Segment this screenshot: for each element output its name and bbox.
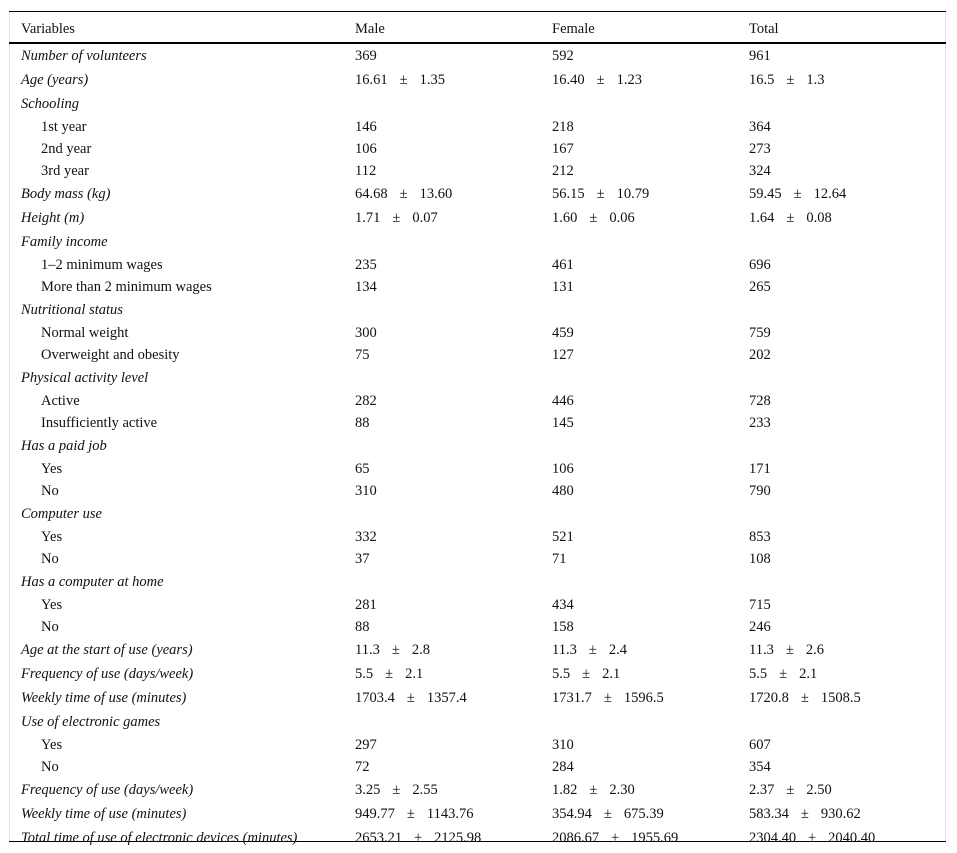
- row-label: Computer use: [21, 506, 102, 522]
- cell-female: 106: [552, 461, 574, 477]
- cell-female: [552, 206, 749, 230]
- cell-total: 364: [749, 119, 771, 135]
- cell-female: 167: [552, 141, 574, 157]
- sd-value: 12.64: [813, 186, 847, 202]
- cell-male: 75: [355, 347, 370, 363]
- sd-value: 1.3: [806, 72, 825, 88]
- table-row: [10, 44, 945, 68]
- table-row: [10, 366, 945, 390]
- table-body: [10, 44, 945, 850]
- row-label: Body mass (kg): [21, 186, 111, 202]
- plus-minus-symbol: ±: [391, 642, 400, 658]
- cell-total: [749, 710, 945, 734]
- mean-value: 1.60: [552, 210, 578, 226]
- plus-minus-symbol: ±: [603, 690, 612, 706]
- sd-value: 2.8: [411, 642, 430, 658]
- table-row: [10, 616, 945, 638]
- mean-value: 11.3: [355, 642, 380, 658]
- cell-female: 127: [552, 347, 574, 363]
- plus-minus-symbol: ±: [808, 830, 817, 846]
- sd-value: 13.60: [419, 186, 453, 202]
- mean-value: 59.45: [749, 186, 782, 202]
- cell-male: 37: [355, 551, 370, 567]
- cell-total: 273: [749, 141, 771, 157]
- cell-male: [355, 230, 552, 254]
- plus-minus-symbol: ±: [786, 782, 795, 798]
- table-row: [10, 802, 945, 826]
- cell-total: [749, 206, 945, 230]
- cell-total: 696: [749, 257, 771, 273]
- row-label: Age at the start of use (years): [21, 642, 193, 658]
- plus-minus-symbol: ±: [800, 806, 809, 822]
- cell-male: [355, 502, 552, 526]
- row-label: Insufficiently active: [41, 415, 158, 431]
- plus-minus-symbol: ±: [406, 690, 415, 706]
- sd-value: 930.62: [820, 806, 861, 822]
- cell-male: 112: [355, 163, 377, 179]
- plus-minus-symbol: ±: [414, 830, 423, 846]
- table-row: [10, 68, 945, 92]
- row-label: Frequency of use (days/week): [21, 782, 194, 798]
- cell-female: [552, 68, 749, 92]
- table-row: [10, 778, 945, 802]
- cell-female: [552, 434, 749, 458]
- mean-value: 1703.4: [355, 690, 395, 706]
- cell-total: [749, 298, 945, 322]
- row-label: Frequency of use (days/week): [21, 666, 194, 682]
- cell-total: 354: [749, 759, 771, 775]
- mean-value: 2.37: [749, 782, 775, 798]
- cell-male: 310: [355, 483, 377, 499]
- table-row: [10, 548, 945, 570]
- plus-minus-symbol: ±: [399, 186, 408, 202]
- row-label: Weekly time of use (minutes): [21, 806, 187, 822]
- sd-value: 2.55: [412, 782, 438, 798]
- table-row: [10, 710, 945, 734]
- header-row: [10, 12, 945, 44]
- plus-minus-symbol: ±: [392, 782, 401, 798]
- cell-male: 235: [355, 257, 377, 273]
- row-label: Yes: [41, 461, 63, 477]
- cell-male: 369: [355, 48, 377, 64]
- mean-value: 16.5: [749, 72, 775, 88]
- sd-value: 2.30: [609, 782, 635, 798]
- row-label: Number of volunteers: [21, 48, 147, 64]
- cell-total: [749, 662, 945, 686]
- cell-male: [355, 778, 552, 802]
- sd-value: 2040.40: [828, 830, 876, 846]
- cell-female: [552, 638, 749, 662]
- cell-male: [355, 686, 552, 710]
- cell-male: [355, 298, 552, 322]
- cell-male: [355, 662, 552, 686]
- cell-female: [552, 92, 749, 116]
- row-label: Age (years): [21, 72, 89, 88]
- cell-female: [552, 778, 749, 802]
- mean-value: 5.5: [749, 666, 768, 682]
- sd-value: 1596.5: [623, 690, 664, 706]
- sd-value: 0.07: [412, 210, 438, 226]
- row-label: Height (m): [21, 210, 85, 226]
- cell-total: 324: [749, 163, 771, 179]
- table-row: [10, 502, 945, 526]
- plus-minus-symbol: ±: [385, 666, 394, 682]
- plus-minus-symbol: ±: [603, 806, 612, 822]
- mean-value: 3.25: [355, 782, 381, 798]
- table-row: [10, 526, 945, 548]
- cell-male: 332: [355, 529, 377, 545]
- cell-total: 171: [749, 461, 771, 477]
- mean-value: 1.64: [749, 210, 775, 226]
- mean-value: 354.94: [552, 806, 592, 822]
- mean-value: 16.61: [355, 72, 388, 88]
- sd-value: 0.06: [609, 210, 635, 226]
- cell-total: [749, 182, 945, 206]
- cell-female: 446: [552, 393, 574, 409]
- plus-minus-symbol: ±: [786, 72, 795, 88]
- cell-total: [749, 68, 945, 92]
- mean-value: 2653.21: [355, 830, 403, 846]
- plus-minus-symbol: ±: [786, 210, 795, 226]
- row-label: Yes: [41, 597, 63, 613]
- table-row: [10, 206, 945, 230]
- cell-total: [749, 638, 945, 662]
- cell-female: 461: [552, 257, 574, 273]
- cell-female: [552, 686, 749, 710]
- cell-total: [749, 802, 945, 826]
- table-row: [10, 182, 945, 206]
- cell-total: 759: [749, 325, 771, 341]
- sd-value: 2.1: [799, 666, 818, 682]
- header-total: Total: [749, 21, 779, 37]
- table-row: [10, 92, 945, 116]
- row-label: Yes: [41, 737, 63, 753]
- cell-female: 145: [552, 415, 574, 431]
- cell-female: [552, 662, 749, 686]
- cell-total: 790: [749, 483, 771, 499]
- cell-male: [355, 68, 552, 92]
- table-row: [10, 458, 945, 480]
- sd-value: 1.23: [616, 72, 642, 88]
- row-label: No: [41, 483, 59, 499]
- mean-value: 949.77: [355, 806, 395, 822]
- cell-male: 88: [355, 619, 370, 635]
- row-label: 3rd year: [41, 163, 89, 179]
- cell-total: [749, 826, 945, 850]
- cell-male: [355, 710, 552, 734]
- cell-female: [552, 826, 749, 850]
- cell-female: [552, 570, 749, 594]
- cell-female: [552, 802, 749, 826]
- cell-male: 300: [355, 325, 377, 341]
- sd-value: 1.35: [419, 72, 445, 88]
- cell-male: 72: [355, 759, 370, 775]
- cell-female: 459: [552, 325, 574, 341]
- cell-total: [749, 434, 945, 458]
- header-male: Male: [355, 21, 385, 37]
- cell-total: [749, 570, 945, 594]
- cell-male: 282: [355, 393, 377, 409]
- row-label: Schooling: [21, 96, 79, 112]
- cell-female: 158: [552, 619, 574, 635]
- sd-value: 2.1: [405, 666, 424, 682]
- table-row: [10, 412, 945, 434]
- table-row: [10, 434, 945, 458]
- sd-value: 1143.76: [426, 806, 474, 822]
- table-row: [10, 390, 945, 412]
- cell-female: 131: [552, 279, 574, 295]
- row-label: Nutritional status: [21, 302, 123, 318]
- table-row: [10, 734, 945, 756]
- cell-female: [552, 366, 749, 390]
- table-row: [10, 116, 945, 138]
- cell-total: 202: [749, 347, 771, 363]
- cell-male: [355, 182, 552, 206]
- cell-male: 88: [355, 415, 370, 431]
- mean-value: 16.40: [552, 72, 585, 88]
- cell-total: 108: [749, 551, 771, 567]
- cell-male: [355, 570, 552, 594]
- sd-value: 0.08: [806, 210, 832, 226]
- plus-minus-symbol: ±: [785, 642, 794, 658]
- cell-female: 71: [552, 551, 567, 567]
- table-row: [10, 826, 945, 850]
- row-label: Yes: [41, 529, 63, 545]
- cell-total: 233: [749, 415, 771, 431]
- table-row: [10, 344, 945, 366]
- cell-female: 310: [552, 737, 574, 753]
- row-label: Total time of use of electronic devices (minutes): [21, 830, 298, 846]
- sd-value: 2.1: [602, 666, 621, 682]
- table-row: [10, 594, 945, 616]
- cell-total: [749, 366, 945, 390]
- sd-value: 675.39: [623, 806, 664, 822]
- table-row: [10, 570, 945, 594]
- mean-value: 1.82: [552, 782, 578, 798]
- plus-minus-symbol: ±: [589, 210, 598, 226]
- plus-minus-symbol: ±: [596, 186, 605, 202]
- row-label: No: [41, 551, 59, 567]
- table-row: [10, 322, 945, 344]
- sd-value: 2.6: [805, 642, 824, 658]
- sd-value: 2.4: [608, 642, 627, 658]
- row-label: Physical activity level: [21, 370, 149, 386]
- cell-female: 284: [552, 759, 574, 775]
- data-table: [10, 12, 945, 850]
- cell-male: 106: [355, 141, 377, 157]
- cell-total: 961: [749, 48, 771, 64]
- mean-value: 1720.8: [749, 690, 789, 706]
- row-label: Normal weight: [41, 325, 129, 341]
- cell-female: 218: [552, 119, 574, 135]
- row-label: Family income: [21, 234, 108, 250]
- plus-minus-symbol: ±: [588, 642, 597, 658]
- table-row: [10, 756, 945, 778]
- row-label: 1–2 minimum wages: [41, 257, 163, 273]
- row-label: Active: [41, 393, 80, 409]
- cell-male: 297: [355, 737, 377, 753]
- table-row: [10, 160, 945, 182]
- cell-female: 480: [552, 483, 574, 499]
- cell-female: [552, 182, 749, 206]
- cell-female: 212: [552, 163, 574, 179]
- header-variables: Variables: [21, 21, 75, 37]
- row-label: Has a paid job: [21, 438, 107, 454]
- cell-female: [552, 298, 749, 322]
- cell-total: 607: [749, 737, 771, 753]
- cell-total: [749, 502, 945, 526]
- mean-value: 1731.7: [552, 690, 592, 706]
- cell-total: 246: [749, 619, 771, 635]
- row-label: Overweight and obesity: [41, 347, 180, 363]
- table-row: [10, 276, 945, 298]
- plus-minus-symbol: ±: [596, 72, 605, 88]
- cell-total: [749, 92, 945, 116]
- row-label: Use of electronic games: [21, 714, 161, 730]
- row-label: No: [41, 759, 59, 775]
- mean-value: 5.5: [552, 666, 571, 682]
- mean-value: 64.68: [355, 186, 388, 202]
- cell-male: 281: [355, 597, 377, 613]
- row-label: Has a computer at home: [21, 574, 164, 590]
- table-row: [10, 480, 945, 502]
- cell-male: [355, 92, 552, 116]
- cell-total: 853: [749, 529, 771, 545]
- sd-value: 1508.5: [820, 690, 861, 706]
- cell-female: 521: [552, 529, 574, 545]
- cell-male: [355, 434, 552, 458]
- cell-female: [552, 710, 749, 734]
- plus-minus-symbol: ±: [611, 830, 620, 846]
- row-label: No: [41, 619, 59, 635]
- cell-total: 728: [749, 393, 771, 409]
- table-row: [10, 686, 945, 710]
- cell-male: [355, 366, 552, 390]
- cell-female: [552, 502, 749, 526]
- cell-male: 134: [355, 279, 377, 295]
- cell-total: 265: [749, 279, 771, 295]
- mean-value: 5.5: [355, 666, 374, 682]
- plus-minus-symbol: ±: [589, 782, 598, 798]
- row-label: More than 2 minimum wages: [41, 279, 212, 295]
- cell-female: 592: [552, 48, 574, 64]
- row-label: 1st year: [41, 119, 87, 135]
- table-row: [10, 254, 945, 276]
- cell-male: 146: [355, 119, 377, 135]
- table-row: [10, 298, 945, 322]
- plus-minus-symbol: ±: [779, 666, 788, 682]
- cell-male: [355, 638, 552, 662]
- mean-value: 2304.40: [749, 830, 797, 846]
- mean-value: 2086.67: [552, 830, 600, 846]
- table-row: [10, 230, 945, 254]
- cell-total: 715: [749, 597, 771, 613]
- mean-value: 583.34: [749, 806, 789, 822]
- cell-female: [552, 230, 749, 254]
- plus-minus-symbol: ±: [800, 690, 809, 706]
- header-female: Female: [552, 21, 595, 37]
- table-row: [10, 138, 945, 160]
- table-row: [10, 638, 945, 662]
- row-label: Weekly time of use (minutes): [21, 690, 187, 706]
- row-label: 2nd year: [41, 141, 92, 157]
- plus-minus-symbol: ±: [399, 72, 408, 88]
- plus-minus-symbol: ±: [392, 210, 401, 226]
- cell-total: [749, 686, 945, 710]
- mean-value: 11.3: [749, 642, 774, 658]
- cell-female: 434: [552, 597, 574, 613]
- cell-male: [355, 826, 552, 850]
- sd-value: 1357.4: [426, 690, 467, 706]
- mean-value: 11.3: [552, 642, 577, 658]
- cell-male: [355, 206, 552, 230]
- cell-total: [749, 778, 945, 802]
- cell-total: [749, 230, 945, 254]
- sd-value: 10.79: [616, 186, 650, 202]
- plus-minus-symbol: ±: [793, 186, 802, 202]
- plus-minus-symbol: ±: [406, 806, 415, 822]
- mean-value: 1.71: [355, 210, 381, 226]
- table-row: [10, 662, 945, 686]
- mean-value: 56.15: [552, 186, 585, 202]
- sd-value: 1955.69: [631, 830, 679, 846]
- sd-value: 2.50: [806, 782, 832, 798]
- plus-minus-symbol: ±: [582, 666, 591, 682]
- cell-male: [355, 802, 552, 826]
- sd-value: 2125.98: [434, 830, 482, 846]
- cell-male: 65: [355, 461, 370, 477]
